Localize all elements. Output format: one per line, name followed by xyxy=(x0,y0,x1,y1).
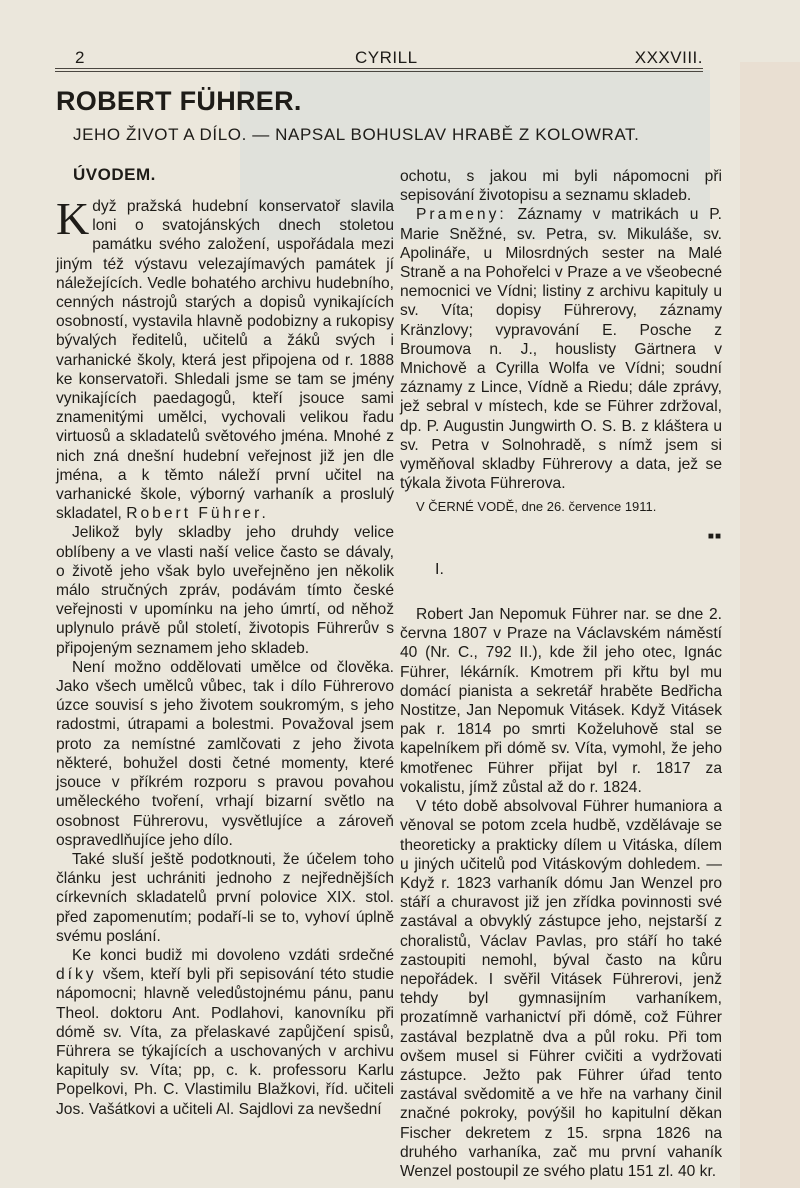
paper-edge-shadow xyxy=(740,62,800,1188)
volume-number: XXXVIII. xyxy=(634,48,703,67)
paragraph-intro xyxy=(56,193,394,523)
section-heading: ÚVODEM. xyxy=(73,165,156,184)
header-rule-top xyxy=(55,68,703,69)
paragraph: Také sluší ještě podotknouti, že účelem toho článku jest uchrániti jednoho z nejřednějších církevních skladatelů první polovice XIX. stol. před zapomenutím; podaří-li se to, vyhoví úplně svému poslání. xyxy=(56,850,394,945)
ack-start: Ke konci budiž mi dovoleno vzdáti srdečné xyxy=(72,946,394,964)
signoff-place-date: V ČERNÉ VODĚ, dne 26. července 1911. xyxy=(416,499,657,515)
paragraph-sources xyxy=(400,205,722,493)
left-column xyxy=(56,193,394,1119)
paragraph-intro-text: dyž pražská hudební konservatoř slavila loni o svatojánských dnech stoletou památku svého založení, uspořádala mezi jiným též výstavu velezajímavých památek jí náležejících. Vedle bohatého archivu hudebního, cenných nástrojů starých a dopisů vynikajících osobností, vystavila hlavně podobizny a rukopisy bývalých ředitelů, učitelů a žáků svých i varhanické školy, která jest připojena od r. 1888 ke konservatoři. Shledali jsme se tam se jmény vynikajících paedagogů, kteří jsouce sami znamenitými umělci, vychovali velikou řadu virtuosů a skladatelů světového jména. Mnohé z nich zná dnešní hudební veřejnost již jen dle jména, a k těmto náleží první učitel na varhanické škole, výborný varhaník a proslulý skladatel, xyxy=(56,198,394,523)
paragraph: V této době absolvoval Führer humaniora a věnoval se potom zcela hudbě, vzdělávaje se theoreticky a prakticky dílem u Vitáska, dílem u jiných učitelů pod Vitáskovým dohledem. — Když r. 1823 varhaník dómu Jan Wenzel pro stáří a churavost již jen zřídka povinnosti své zastával a obvyklý zástupce jeho, nejstarší z choralistů, Václav Pavlas, pro stáří ho také zastoupiti nemohl, býval často na kůru nepořádek. I svěřil Vitásek Führerovi, jenž tehdy byl gymnasijním varhaníkem, prozatímně varhanictví při dómě, což Führer zastával bezplatně dva a půl roku. Při tom ovšem musel si Führer cvičiti a vydržovati zástupce. Ježto pak Führer úřad tento zastával svědomitě a ve hře na varhany činil značné pokroky, povýšil ho kapitulní děkan Fischer dekretem z 15. srpna 1826 na druhého varhaníka, zač mu první vahaník Wenzel postoupil ze svého platu 151 zl. 40 kr. xyxy=(400,798,722,1180)
header-rule-bottom xyxy=(55,71,703,72)
article-title: ROBERT FÜHRER. xyxy=(56,86,302,116)
running-header xyxy=(55,44,703,68)
page-number: 2 xyxy=(75,48,85,67)
journal-title: CYRILL xyxy=(355,48,418,67)
article-subtitle: JEHO ŽIVOT A DÍLO. — NAPSAL BOHUSLAV HRABĚ Z KOLOWRAT. xyxy=(73,125,640,144)
paragraph: Robert Jan Nepomuk Führer nar. se dne 2. června 1807 v Praze na Václavském náměstí 40 (Nr. C., 792 II.), kde žil jeho otec, Ignác Führer, lékárník. Kmotrem při křtu byl mu domácí pianista a sekretář hraběte Bedřicha Nostitze, Jan Nepomuk Vitásek. Když Vitásek pak r. 1814 po smrti Koželuhově stal se kapelníkem při dómě sv. Víta, vymohl, že jeho kmotřenec Führer přijat byl r. 1817 za vokalistu, jímž zůstal až do r. 1824. xyxy=(400,606,722,796)
ack-emphasis: díky xyxy=(56,966,97,984)
ack-rest: všem, kteří byli při sepisování této studie nápomocni; hlavně veledůstojnému pánu, panu Theol. doktoru Ant. Podlahovi, kanovníku při dómě sv. Víta, za přelaskavé zapůjčení spisů, Führera se týkajících a uschovaných v archivu kapituly sv. Víta; pp, c. k. professoru Karlu Popelkovi, Ph. C. Vlastimilu Blažkovi, říd. učiteli Jos. Vašátkovi a učiteli Al. Sajdlovi za nevšední xyxy=(56,966,394,1118)
composer-name: Robert Führer. xyxy=(126,505,269,523)
section-ornament: ■■ xyxy=(707,530,722,542)
paragraph: Jelikož byly skladby jeho druhdy velice oblíbeny a ve vlasti naší velice často se dávaly, o životě jeho však bylo uveřejněno jen několik málo stručných zpráv, podávám tímto české veřejnosti v upomínku na jeho úmrtí, od něhož uplynulo právě půl století, životopis Führerův s připojeným seznamem jeho skladeb. xyxy=(56,524,394,657)
section-number: I. xyxy=(435,560,444,578)
drop-cap: K xyxy=(56,193,90,244)
paragraph: Není možno oddělovati umělce od člověka. Jako všech umělců vůbec, tak i dílo Führerovo úzce souvisí s jeho životem soukromým, s jeho radostmi, útrapami a bolestmi. Považoval jsem proto za nemístné zamlčovati z jeho života některé, bohužel dosti četné momenty, které jsouce v příkrém rozporu s pravou povahou uměleckého tvoření, vrhají bizarní světlo na osobnost Führerovu, vysvětlujíce a zároveň ospravedlňujíce jeho dílo. xyxy=(56,658,394,849)
paragraph-continued: ochotu, s jakou mi byli nápomocni při sepisování životopisu a seznamu skladeb. xyxy=(400,168,722,205)
sources-label: Prameny: xyxy=(416,206,507,224)
paragraph-acknowledgements xyxy=(56,946,394,1119)
sources-text: Záznamy v matrikách u P. Marie Sněžné, sv. Petra, sv. Mikuláše, sv. Apolináře, u Milosrdných sester na Malé Straně a na Pohořelci v Praze a ve všeobecné nemocnici ve Vídni; listiny z archivu kapituly u sv. Víta; dopisy Führerovy, záznamy Kränzlovy; vypravování E. Posche z Broumova n. J., houslisty Gärtnera v Mnichově a Cyrilla Wolfa ve Vídni; soudní záznamy z Lince, Vídně a Riedu; dále zprávy, jež sebral v místech, kde se Führer zdržoval, dp. P. Augustin Jungwirth O. S. B. z kláštera u sv. Petra v Solnohradě, s nímž jsem si vyměňoval skladby Führerovy a data, jež se týkala života Führerova. xyxy=(400,206,722,493)
right-column xyxy=(400,167,722,1181)
